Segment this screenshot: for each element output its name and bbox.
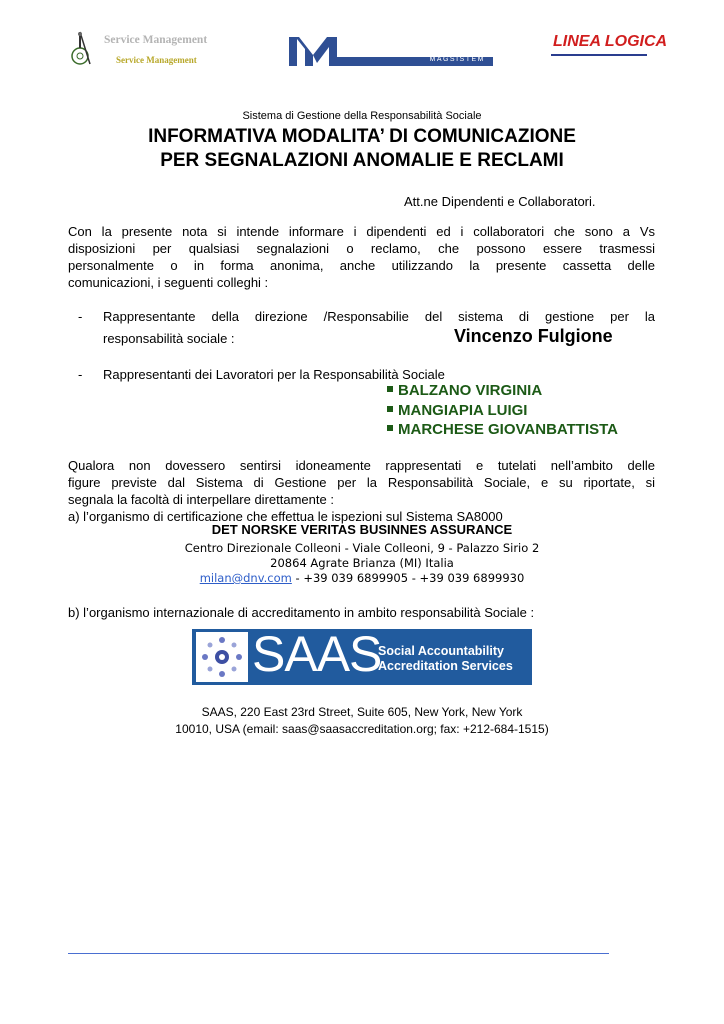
saas-emblem-icon [196,632,248,682]
linea-logica-logo [551,31,668,61]
a-line: a) l’organismo di certificazione che effettua le ispezioni sul Sistema SA8000 [68,509,503,524]
system-subtitle: Sistema di Gestione della Responsabilità Sociale [242,110,482,122]
rep-direction-line1: Rappresentante della direzione /Responsabilie del sistema di gestione per la [103,309,655,324]
document-title-line2: PER SEGNALAZIONI ANOMALIE E RECLAMI [160,150,564,171]
rep-direction-line2: responsabilità sociale : [103,331,235,346]
saas-emblem [196,632,248,682]
worker-name: BALZANO VIRGINIA [398,382,543,399]
qualora-line: segnala la facoltà di interpellare direttamente : [68,492,334,507]
intro-line: personalmente o in forma anonima, anche utilizzando la presente cassetta delle [68,258,655,273]
bullet-square-icon [387,425,393,431]
intro-line: disposizioni per qualsiasi segnalazioni o reclamo, che possono essere trasmessi [68,241,655,256]
magsistem-logo [287,35,493,67]
intro-line: comunicazioni, i seguenti colleghi : [68,275,269,290]
dnv-contacts [0,571,724,587]
saas-logo [192,629,532,685]
footer-divider [68,953,609,954]
intro-line: Con la presente nota si intende informare i dipendenti ed i collaboratori che sono a Vs [68,224,655,239]
list-dash: - [78,367,83,382]
saas-subtitle-line1: Social Accountability [378,644,504,658]
magsistem-m-icon [287,35,339,67]
worker-name: MARCHESE GIOVANBATTISTA [398,421,618,438]
compass-icon [66,28,102,68]
qualora-line: Qualora non dovessero sentirsi idoneamente rappresentati e tutelati nell’ambito delle [68,458,655,473]
dnv-name: DET NORSKE VERITAS BUSINNES ASSURANCE [211,522,513,537]
list-item [387,382,542,399]
dnv-phones: - +39 039 6899905 - +39 039 6899930 [291,571,525,585]
dnv-email-link[interactable]: milan@dnv.com [199,571,292,585]
saas-wordmark: SAAS [252,629,382,682]
linea-logica-underline [551,54,647,56]
service-management-subtext: Service Management [116,55,197,65]
list-item [387,402,527,419]
saas-address-line1: SAAS, 220 East 23rd Street, Suite 605, New York, New York [201,705,523,719]
b-line: b) l’organismo internazionale di accreditamento in ambito responsabilità Sociale : [68,605,535,620]
worker-name: MANGIAPIA LUIGI [398,402,528,419]
saas-address-line2: 10010, USA (email: saas@saasaccreditation.org; fax: +212-684-1515) [175,722,549,736]
dnv-address-line2: 20864 Agrate Brianza (MI) Italia [270,556,454,570]
dnv-address-line1: Centro Direzionale Colleoni - Viale Colleoni, 9 - Palazzo Sirio 2 [184,541,540,555]
qualora-paragraph [68,457,655,525]
linea-logica-text: LINEA LOGICA [553,33,668,50]
bullet-square-icon [387,406,393,412]
service-management-text: Service Management [104,34,208,46]
service-management-logo [66,28,226,70]
qualora-line: figure previste dal Sistema di Gestione per la Responsabilità Sociale, e su riportate, si [68,475,655,490]
list-item [387,421,618,438]
intro-paragraph [68,223,655,291]
saas-subtitle-line2: Accreditation Services [378,659,513,673]
document-title-line1: INFORMATIVA MODALITA’ DI COMUNICAZIONE [148,126,576,147]
bullet-square-icon [387,386,393,392]
list-dash: - [78,309,83,324]
rep-workers-line: Rappresentanti dei Lavoratori per la Responsabilità Sociale [103,367,445,382]
attention-line: Att.ne Dipendenti e Collaboratori. [404,194,596,209]
magsistem-text: MAGSISTEM [429,56,485,63]
rep-direction-name: Vincenzo Fulgione [454,326,613,346]
